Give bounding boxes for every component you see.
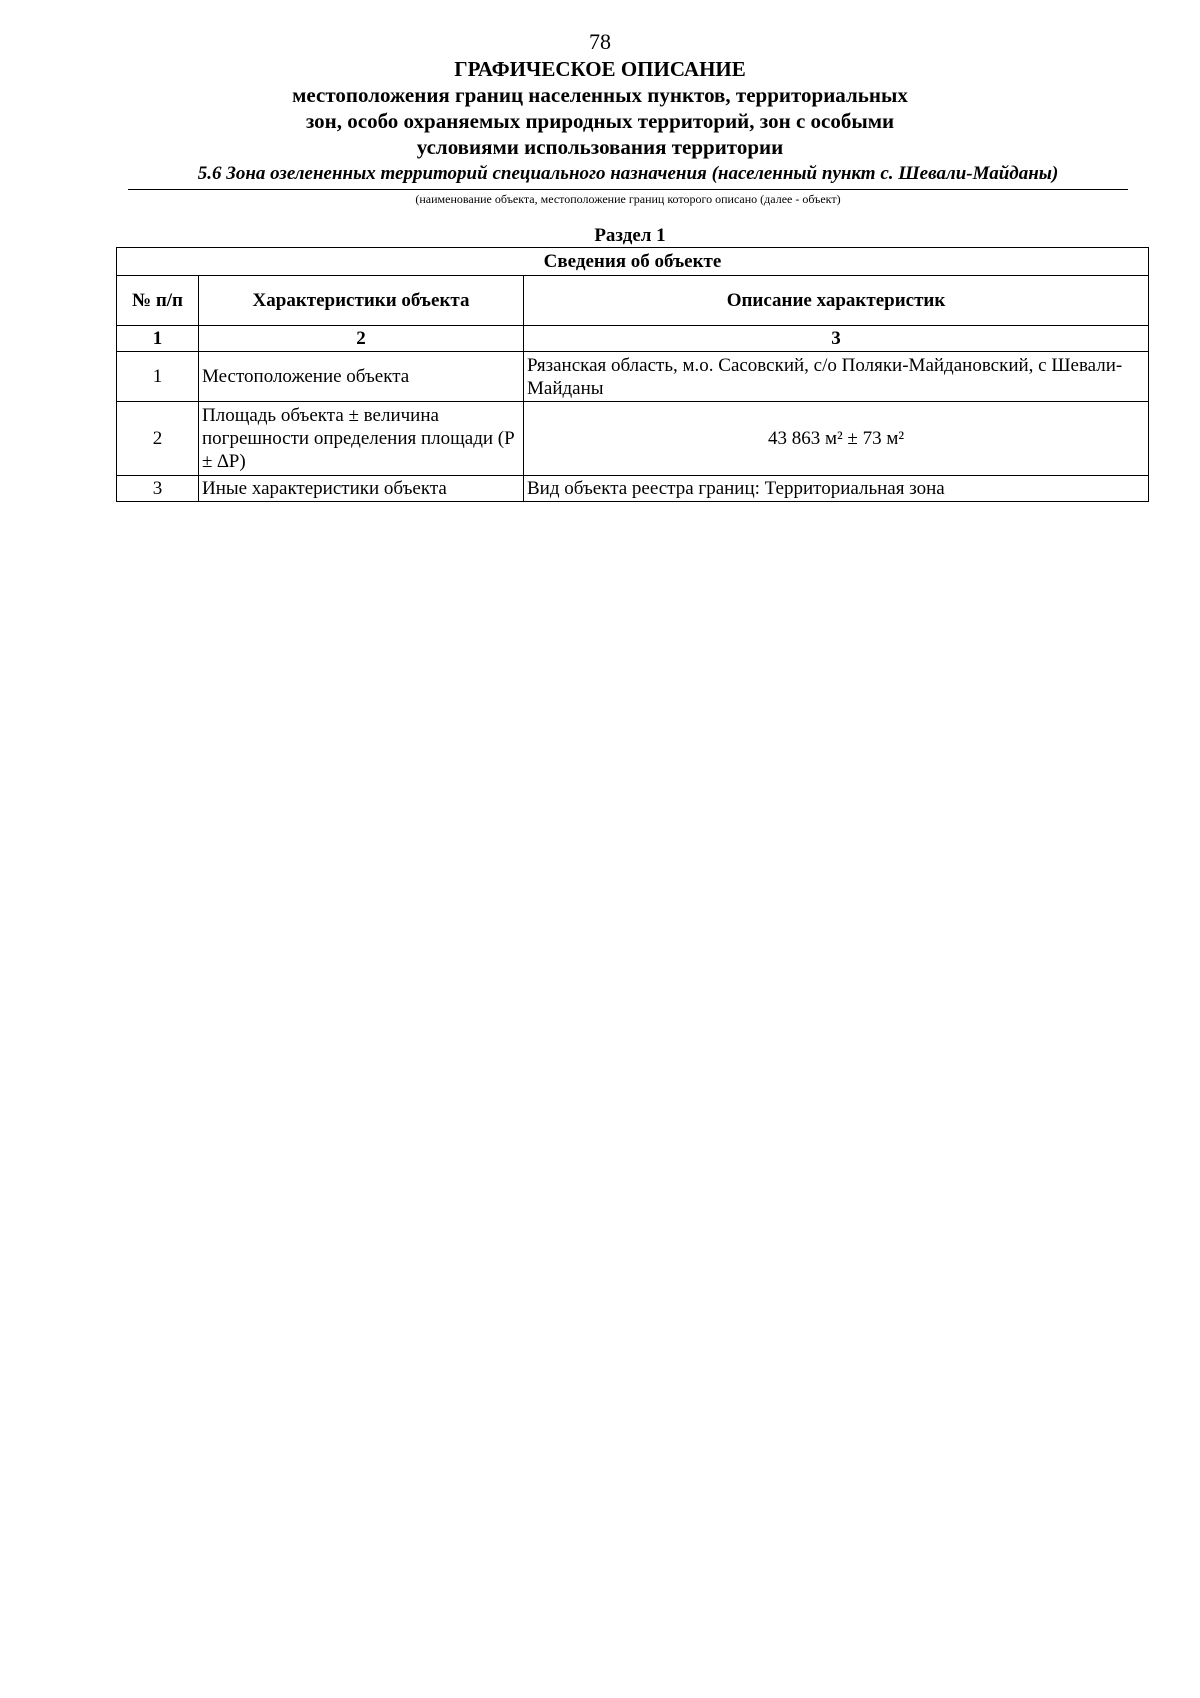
row-description: 43 863 м² ± 73 м² [524, 402, 1149, 476]
object-underline [128, 189, 1128, 190]
title-line-1: местоположения границ населенных пунктов, территориальных [292, 83, 908, 107]
object-info-table [116, 247, 1149, 502]
row-description: Рязанская область, м.о. Сасовский, с/о Поляки-Майдановский, с Шевали-Майданы [524, 352, 1149, 402]
object-caption: (наименование объекта, местоположение границ которого описано (далее - объект) [415, 192, 841, 206]
table-caption: Сведения об объекте [117, 248, 1149, 276]
object-name: 5.6 Зона озелененных территорий специального назначения (населенный пункт с. Шевали-Майданы) [197, 163, 1059, 184]
header-characteristic: Характеристики объекта [199, 276, 524, 326]
row-description: Вид объекта реестра границ: Территориальная зона [524, 476, 1149, 502]
title-line-3: условиями использования территории [416, 135, 784, 159]
title-line-2: зон, особо охраняемых природных территорий, зон с особыми [305, 109, 895, 133]
header-description: Описание характеристик [524, 276, 1149, 326]
row-index: 2 [117, 402, 199, 476]
row-index: 1 [117, 352, 199, 402]
table-row [117, 402, 1149, 476]
header-index: № п/п [117, 276, 199, 326]
title-main: ГРАФИЧЕСКОЕ ОПИСАНИЕ [454, 57, 746, 81]
column-number: 2 [199, 326, 524, 352]
column-number: 3 [524, 326, 1149, 352]
column-number: 1 [117, 326, 199, 352]
row-characteristic: Местоположение объекта [199, 352, 524, 402]
document-title [0, 56, 1200, 160]
page-number: 78 [589, 29, 611, 54]
section-title: Раздел 1 [594, 225, 666, 246]
row-index: 3 [117, 476, 199, 502]
row-characteristic: Иные характеристики объекта [199, 476, 524, 502]
row-characteristic: Площадь объекта ± величина погрешности определения площади (P ± ∆P) [199, 402, 524, 476]
table-row [117, 476, 1149, 502]
table-row [117, 352, 1149, 402]
